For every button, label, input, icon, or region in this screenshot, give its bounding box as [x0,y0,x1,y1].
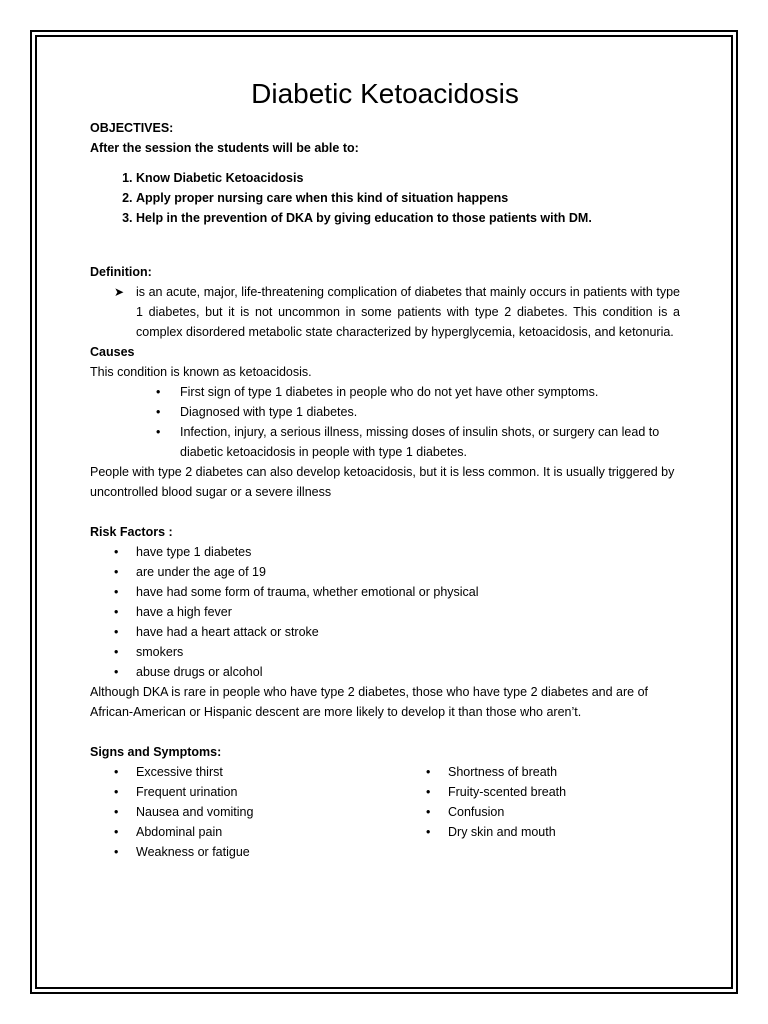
bullet-icon: • [114,805,119,819]
bullet-icon: • [156,405,161,419]
signs-columns [90,762,680,862]
bullet-icon: • [114,645,119,659]
list-item: • Nausea and vomiting [114,802,402,822]
list-item: • Excessive thirst [114,762,402,782]
definition-heading: Definition: [90,265,152,279]
risk-factors-heading: Risk Factors : [90,525,173,539]
objective-item: 2. Apply proper nursing care when this kind of situation happens [136,188,680,208]
risk-factors-section [90,522,680,722]
risk-factors-note: Although DKA is rare in people who have type 2 diabetes, those who have type 2 diabetes and are of African-American or Hispanic descent are more likely to develop it than those who aren’t. [90,685,649,719]
objectives-intro: After the session the students will be able to: [90,141,359,155]
list-item: • Weakness or fatigue [114,842,402,862]
bullet-icon: • [114,625,119,639]
bullet-icon: • [114,565,119,579]
list-item: • smokers [114,642,680,662]
bullet-icon: • [114,665,119,679]
document-body [90,74,680,862]
bullet-icon: • [114,545,119,559]
list-item: • Infection, injury, a serious illness, missing doses of insulin shots, or surgery can lead to diabetic ketoacidosis in people with type 1 diabetes. [156,422,680,462]
list-item: • Confusion [426,802,680,822]
objectives-list [90,168,680,228]
bullet-icon: • [156,425,161,439]
bullet-icon: • [426,785,431,799]
bullet-icon: • [114,605,119,619]
bullet-icon: • [114,825,119,839]
list-item: • have type 1 diabetes [114,542,680,562]
objective-item: 3. Help in the prevention of DKA by giving education to those patients with DM. [136,208,680,228]
signs-list-right [402,762,680,862]
list-item: • Abdominal pain [114,822,402,842]
list-item: • Diagnosed with type 1 diabetes. [156,402,680,422]
causes-note: People with type 2 diabetes can also develop ketoacidosis, but it is less common. It is usually triggered by uncontrolled blood sugar or a severe illness [90,465,675,499]
bullet-icon: • [426,805,431,819]
list-item: • have a high fever [114,602,680,622]
causes-section [90,342,680,502]
list-item: • First sign of type 1 diabetes in people who do not yet have other symptoms. [156,382,680,402]
list-item: • Frequent urination [114,782,402,802]
bullet-icon: • [114,765,119,779]
definition-text: is an acute, major, life-threatening complication of diabetes that mainly occurs in patients with type 1 diabetes, but it is not uncommon in some patients with type 2 diabetes. This condition is a complex disordered metabolic state characterized by hyperglycemia, ketoacidosis, and ketonuria. [136,285,680,339]
definition-section [90,262,680,342]
list-item: • abuse drugs or alcohol [114,662,680,682]
risk-factors-list [90,542,680,682]
bullet-icon: • [114,845,119,859]
list-item: • Fruity-scented breath [426,782,680,802]
bullet-icon: • [426,765,431,779]
causes-heading: Causes [90,345,135,359]
list-item: • are under the age of 19 [114,562,680,582]
signs-heading: Signs and Symptoms: [90,745,222,759]
objective-item: 1. Know Diabetic Ketoacidosis [136,168,680,188]
list-item: • Dry skin and mouth [426,822,680,842]
objectives-heading: OBJECTIVES: [90,121,174,135]
objectives-section [90,118,680,228]
causes-intro: This condition is known as ketoacidosis. [90,365,312,379]
list-item: • Shortness of breath [426,762,680,782]
document-title: Diabetic Ketoacidosis [251,78,519,109]
signs-section [90,742,680,862]
signs-list-left [90,762,402,862]
bullet-icon: • [114,785,119,799]
causes-list [90,382,680,462]
list-item: • have had a heart attack or stroke [114,622,680,642]
list-item: • have had some form of trauma, whether emotional or physical [114,582,680,602]
arrow-bullet-icon: ➤ [114,285,125,299]
definition-item [114,282,680,342]
bullet-icon: • [156,385,161,399]
bullet-icon: • [426,825,431,839]
bullet-icon: • [114,585,119,599]
